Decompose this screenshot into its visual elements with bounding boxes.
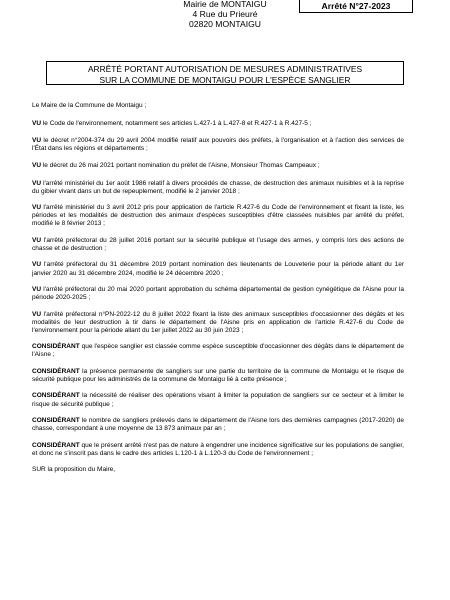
title-line-2: SUR LA COMMUNE DE MONTAIGU POUR L'ESPÈCE SANGLIER [99, 74, 351, 85]
considerant-paragraph [32, 368, 404, 384]
vu-label: VU [32, 119, 42, 127]
mairie-postcode-city: 02820 MONTAIGU [189, 19, 261, 29]
vu-paragraph [32, 237, 404, 253]
vu-text: l'arrêté ministériel du 1er août 1986 relatif à divers procédés de chasse, de destruction des animaux nuisibles et à la reprise du gibier vivant dans un but de repeuplement, modifié le 2 janvier 2018 ; [32, 179, 404, 195]
vu-label: VU [32, 286, 42, 294]
vu-paragraph [32, 120, 404, 128]
vu-label: VU [32, 261, 42, 269]
vu-text: l'arrêté ministériel du 3 avril 2012 pris pour application de l'article R.427-6 du Code de l'environnement et fixant la liste, les périodes et les modalités de destruction des animaux d'espèces susceptibles d'être classées nuisibles par arrêté du préfet, modifié le 8 février 2013 ; [32, 204, 404, 228]
considerant-text: que le présent arrêté n'est pas de nature à engendrer une incidence significative sur les populations de sanglier, et donc ne s'inscrit pas dans le cadre des articles L.120-1 à L.120-3 du Code de l'environnement ; [32, 441, 404, 457]
considerant-text: le nombre de sangliers prélevés dans le département de l'Aisne lors des dernières campagnes (2017-2020) de chasse, correspondant à une moyenne de 13 873 animaux par an ; [32, 417, 405, 433]
vu-label: VU [32, 179, 42, 187]
vu-paragraph [32, 286, 404, 302]
vu-label: VU [32, 204, 42, 212]
vu-paragraph [32, 311, 404, 335]
considerant-text: la présence permanente de sangliers sur une partie du territoire de la commune de Montaigu et le risque de sécurité publique pour les administrés de la commune de Montaigu lié à cette présence ; [32, 367, 404, 383]
considerant-paragraph [32, 417, 404, 433]
document-title-box [46, 61, 404, 85]
vu-text: l'arrêté préfectoral du 31 décembre 2019 portant nomination des lieutenants de Louveterie pour la période allant du 1er janvier 2020 au 31 décembre 2024, modifié le 24 décembre 2020 ; [32, 261, 404, 277]
vu-text: le décret du 26 mai 2021 portant nomination du préfet de l'Aisne, Monsieur Thomas Campeaux ; [42, 161, 320, 169]
vu-paragraph [32, 261, 404, 277]
intro-paragraph: Le Maire de la Commune de Montaigu ; [32, 102, 147, 109]
vu-text: l'arrêté préfectoral du 28 juillet 2016 portant sur la sécurité publique et l'usage des armes, y compris lors des actions de chasse et de destruction ; [32, 236, 404, 252]
considerant-text: la nécessité de réaliser des opérations visant à limiter la population de sangliers sur ce secteur et à limiter le risque de sécurité publique ; [32, 392, 405, 408]
considerant-label: CONSIDÉRANT [32, 441, 80, 449]
mairie-address [165, 0, 285, 29]
vu-paragraph [32, 162, 404, 170]
vu-paragraph [32, 204, 404, 228]
title-line-1: ARRÊTÉ PORTANT AUTORISATION DE MESURES ADMINISTRATIVES [87, 64, 363, 74]
mairie-street: 4 Rue du Prieuré [192, 9, 258, 19]
vu-label: VU [32, 310, 42, 318]
vu-text: l'arrêté préfectoral du 20 mai 2020 portant approbation du schéma départemental de gestion cynégétique de l'Aisne pour la période 2020-2025 ; [32, 286, 404, 302]
arrete-number-box: Arrêté N°27-2023 [299, 0, 413, 13]
closing-paragraph: SUR la proposition du Maire, [32, 466, 116, 474]
vu-label: VU [32, 161, 42, 169]
considerant-label: CONSIDÉRANT [32, 392, 80, 400]
vu-text: le décret n°2004-374 du 29 avril 2004 modifié relatif aux pouvoirs des préfets, à l'organisation et à l'action des services de l'État dans les régions et départements ; [32, 137, 404, 153]
mairie-name: Mairie de MONTAIGU [183, 0, 267, 9]
considerant-paragraph [32, 343, 404, 359]
document-header [0, 0, 450, 40]
considerant-label: CONSIDÉRANT [32, 417, 80, 425]
vu-label: VU [32, 137, 42, 145]
vu-paragraph [32, 137, 404, 153]
vu-label: VU [32, 236, 42, 244]
considerant-label: CONSIDÉRANT [32, 367, 80, 375]
considerant-paragraph [32, 442, 404, 458]
vu-paragraph [32, 180, 404, 196]
considerant-paragraph [32, 392, 404, 408]
vu-text: le Code de l'environnement, notamment ses articles L.427-1 à L.427-8 et R.427-1 à R.427-5 ; [42, 119, 312, 127]
vu-text: l'arrêté préfectoral n°PN-2022-12 du 8 juillet 2022 fixant la liste des animaux susceptibles d'occasionner des dégâts et les modalités de leur destruction à tir dans le département de l'Aisne pris en application de l'article R.427-6 du Code de l'environnement pour la période allant du 1er juillet 2022 au 30 juin 2023 ; [32, 310, 404, 334]
considerant-label: CONSIDÉRANT [32, 343, 80, 351]
document-body [32, 102, 404, 483]
considerant-text: que l'espèce sanglier est classée comme espèce susceptible d'occasionner des dégâts dans le département de l'Aisne ; [32, 343, 404, 359]
